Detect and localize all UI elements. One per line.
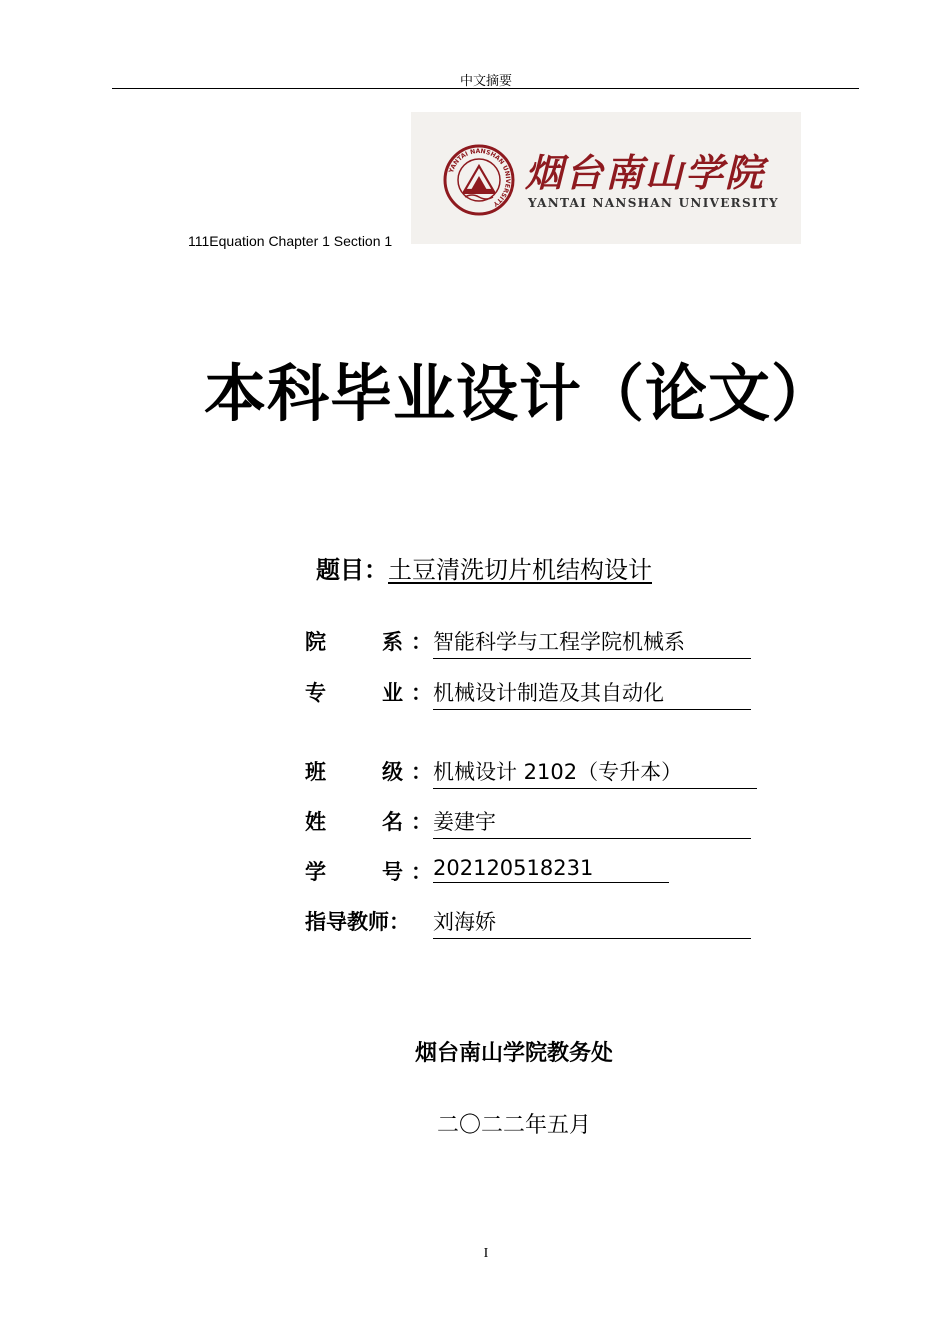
student-id-value: 202120518231 xyxy=(433,856,669,883)
department-label-b: 系 xyxy=(382,630,403,654)
topic-label: 题目： xyxy=(316,556,388,584)
issue-date: 二〇二二年五月 xyxy=(436,1113,591,1138)
thesis-topic xyxy=(316,550,652,585)
page-number: I xyxy=(483,1246,489,1261)
university-seal-icon xyxy=(443,144,515,216)
document-title: 本科毕业设计（论文） xyxy=(204,357,835,430)
equation-field-note: 111Equation Chapter 1 Section 1 xyxy=(188,233,393,249)
advisor-value: 刘海娇 xyxy=(433,906,751,939)
major-colon: ： xyxy=(411,681,432,705)
class-label-b: 级 xyxy=(382,760,403,784)
name-colon: ： xyxy=(411,810,432,834)
major-value: 机械设计制造及其自动化 xyxy=(433,677,751,710)
university-logo xyxy=(411,112,801,244)
department-value: 智能科学与工程学院机械系 xyxy=(433,626,751,659)
class-label-a: 班 xyxy=(305,760,326,784)
advisor-label: 指导教师： xyxy=(305,910,410,934)
department-colon: ： xyxy=(411,630,432,654)
running-header: 中文摘要 xyxy=(459,74,512,89)
name-label-a: 姓 xyxy=(305,810,326,834)
major-label-a: 专 xyxy=(305,681,326,705)
class-value: 机械设计 2102（专升本） xyxy=(433,756,757,789)
logo-name-en: YANTAI NANSHAN UNIVERSITY xyxy=(528,196,779,210)
logo-name-cn: 烟台南山学院 xyxy=(525,150,766,195)
seal-ring-text: YANTAI NANSHAN UNIVERSITY xyxy=(448,147,512,208)
name-label-b: 名 xyxy=(382,810,403,834)
header-rule xyxy=(112,88,859,89)
student-id-colon: ： xyxy=(411,860,432,884)
name-value: 姜建宇 xyxy=(433,806,751,839)
class-colon: ： xyxy=(411,760,432,784)
student-id-label-a: 学 xyxy=(305,860,326,884)
major-label-b: 业 xyxy=(382,681,403,705)
issuing-office: 烟台南山学院教务处 xyxy=(414,1041,613,1066)
student-id-label-b: 号 xyxy=(382,860,403,884)
department-label-a: 院 xyxy=(305,630,326,654)
topic-value: 土豆清洗切片机结构设计 xyxy=(388,556,652,584)
